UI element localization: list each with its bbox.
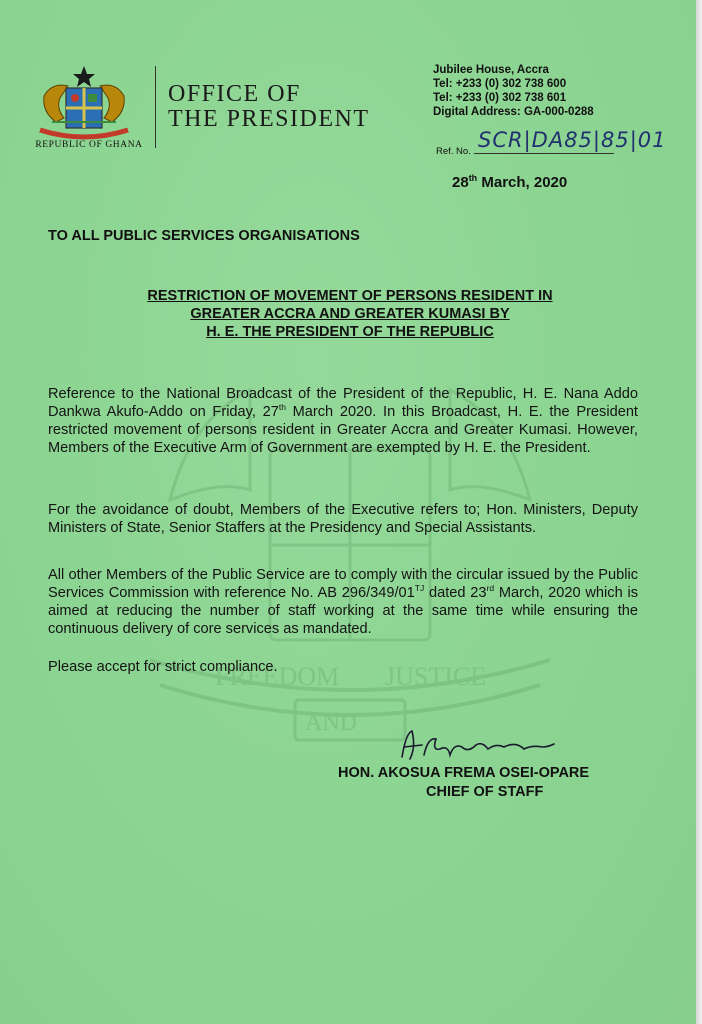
office-line-2: THE PRESIDENT <box>168 106 370 132</box>
signatory-block <box>338 764 628 802</box>
paragraph-2: For the avoidance of doubt, Members of the Executive refers to; Hon. Ministers, Deputy Ministers of State, Senior Staffers at the Presidency and Special Assistants. <box>48 502 638 536</box>
ref-underline <box>474 153 614 154</box>
signature-icon <box>392 727 562 767</box>
office-of-the-president-heading <box>168 82 370 132</box>
telephone-1: Tel: +233 (0) 302 738 600 <box>433 78 567 90</box>
subject-line-3: H. E. THE PRESIDENT OF THE REPUBLIC <box>206 324 494 340</box>
watermark-word-and: AND <box>305 710 357 736</box>
ghana-coat-of-arms-icon <box>38 64 130 142</box>
telephone-2: Tel: +233 (0) 302 738 601 <box>433 92 567 104</box>
subject-line-2: GREATER ACCRA AND GREATER KUMASI BY <box>190 306 510 322</box>
ref-number-handwritten: SCR|DA85|85|01 <box>478 128 667 152</box>
addressee-line: TO ALL PUBLIC SERVICES ORGANISATIONS <box>48 228 360 244</box>
paragraph-3: All other Members of the Public Service are to comply with the circular issued by the Public Services Commission with reference No. AB $296/349/01^{TJ}$ dated 23rd March, 2020 which is aimed at reducing the number of staff working at the same time while ensuring the continuous delivery of core services as mandated. <box>48 567 638 637</box>
office-line-1: OFFICE OF <box>168 81 301 107</box>
signatory-name: HON. AKOSUA FREMA OSEI-OPARE <box>338 765 590 781</box>
paragraph-4: Please accept for strict compliance. <box>48 659 278 675</box>
digital-address: Digital Address: GA-000-0288 <box>433 106 594 118</box>
watermark-word-justice: JUSTICE <box>385 662 487 691</box>
address-block <box>433 63 594 119</box>
address-line: Jubilee House, Accra <box>433 64 549 76</box>
subject-line-1: RESTRICTION OF MOVEMENT OF PERSONS RESIDENT IN <box>147 288 553 304</box>
ref-no-label: Ref. No. <box>436 146 471 157</box>
paragraph-1: Reference to the National Broadcast of the President of the Republic, H. E. Nana Addo Dankwa Akufo-Addo on Friday, 27th March 2020. In this Broadcast, H. E. the President restricted movement of persons resident in Greater Accra and Greater Kumasi. However, Members of the Executive Arm of Government are exempted by H. E. the President. <box>48 386 638 456</box>
signatory-title: CHIEF OF STAFF <box>426 784 544 800</box>
letter-date: 28th March, 2020 <box>452 173 568 191</box>
letterhead-divider <box>155 66 156 148</box>
subject-heading <box>60 287 640 341</box>
watermark-word-freedom: FREEDOM <box>215 662 340 691</box>
page-edge <box>696 0 702 1024</box>
republic-of-ghana-label: REPUBLIC OF GHANA <box>35 140 143 150</box>
